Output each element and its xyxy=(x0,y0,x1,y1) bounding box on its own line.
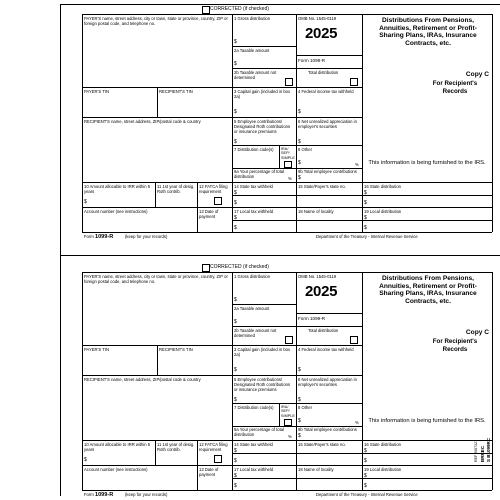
footer-form-label xyxy=(84,234,113,240)
rule xyxy=(82,272,492,273)
box10-label: 10 Amount allocable to IRR within 5 years xyxy=(84,442,151,452)
footer-keep: (keep for your records) xyxy=(125,234,168,239)
rule xyxy=(232,220,492,221)
rule xyxy=(82,182,492,183)
box16-label: 16 State distribution xyxy=(364,442,402,447)
box2b-label: 2b Taxable amount not determined xyxy=(234,328,277,338)
rule xyxy=(232,195,492,196)
box14-label: 14 State tax withheld xyxy=(234,184,273,189)
box17-label: 17 Local tax withheld xyxy=(234,209,274,214)
dollar-sign: $ xyxy=(298,109,301,115)
box6-label: 6 Net unrealized appreciation in employer's securities xyxy=(298,119,357,129)
dollar-sign: $ xyxy=(234,190,237,196)
box19-label: 19 Local distribution xyxy=(364,209,402,214)
box18-label: 18 Name of locality xyxy=(298,467,334,472)
dollar-sign: $ xyxy=(364,215,367,221)
dollar-sign: $ xyxy=(298,397,301,403)
copy-sublabel: For Recipient's Records xyxy=(432,80,478,95)
box13-label: 13 Date of payment xyxy=(199,467,219,477)
dollar-sign: $ xyxy=(298,433,301,439)
rule xyxy=(157,87,158,117)
copy-label: Copy C xyxy=(465,329,489,336)
box9a-label: 9a Your percentage of total distribution xyxy=(234,169,285,179)
perforation-line xyxy=(60,255,500,256)
rule xyxy=(362,272,363,440)
box16-label: 16 State distribution xyxy=(364,184,402,189)
dollar-sign: $ xyxy=(364,225,367,231)
total-distribution-checkbox[interactable] xyxy=(350,78,358,86)
rule xyxy=(82,232,492,233)
box13-label: 13 Date of payment xyxy=(199,209,219,219)
rule xyxy=(82,207,492,208)
dollar-sign: $ xyxy=(84,199,87,205)
footer-form-number: 1099-R xyxy=(94,234,114,240)
dollar-sign: $ xyxy=(364,448,367,454)
box12-label: 12 FATCA filing requirement xyxy=(199,442,228,452)
corrected-label: CORRECTED (if checked) xyxy=(210,6,269,12)
box8-label: 8 Other xyxy=(298,147,312,152)
dollar-sign: $ xyxy=(234,367,237,373)
payer-name-label: PAYER'S name, street address, city or town, state or province, country, ZIP or foreign postal code, and telephone no. xyxy=(84,274,228,284)
rule xyxy=(232,46,296,47)
box15-label: 15 State/Payer's state no. xyxy=(298,184,346,189)
recipient-name-label: RECIPIENT'S name, street address, ZIP/postal code & country xyxy=(84,377,201,382)
rule xyxy=(279,145,280,168)
rule xyxy=(296,313,362,314)
box3-label: 3 Capital gain (included in box 2a) xyxy=(234,89,291,99)
footer-department: Department of the Treasury - Internal Revenue Service xyxy=(316,492,418,497)
payer-name-label: PAYER'S name, street address, city or town, state or province, country, ZIP or foreign postal code, and telephone no. xyxy=(84,16,228,26)
rule xyxy=(82,87,362,88)
total-distribution-label: Total distribution xyxy=(308,70,339,75)
dollar-sign: $ xyxy=(234,473,237,479)
box17-label: 17 Local tax withheld xyxy=(234,467,274,472)
box11-label: 11 1st year of desig. Roth contrib. xyxy=(157,442,195,452)
dollar-sign: $ xyxy=(234,215,237,221)
dollar-sign: $ xyxy=(234,397,237,403)
rule xyxy=(82,117,362,118)
form-title: Distributions From Pensions, Annuities, Retirement or Profit-Sharing Plans, IRAs, Insurance Contracts, etc. xyxy=(379,275,477,305)
tax-year: 2025 xyxy=(305,25,338,42)
dollar-sign: $ xyxy=(298,367,301,373)
box14-label: 14 State tax withheld xyxy=(234,442,273,447)
dollar-sign: $ xyxy=(234,61,237,67)
form-copy-bottom xyxy=(0,258,500,500)
recipient-tin-label: RECIPIENT'S TIN xyxy=(159,89,193,94)
dollar-sign: $ xyxy=(234,297,237,303)
dollar-sign: $ xyxy=(298,139,301,145)
footer-keep: (keep for your records) xyxy=(125,492,168,497)
dollar-sign: $ xyxy=(234,39,237,45)
rule xyxy=(492,272,493,490)
dollar-sign: $ xyxy=(298,160,301,166)
rule xyxy=(232,68,362,69)
recipient-tin-label: RECIPIENT'S TIN xyxy=(159,347,193,352)
box10-label: 10 Amount allocable to IRR within 5 years xyxy=(84,184,151,194)
box9a-label: 9a Your percentage of total distribution xyxy=(234,427,285,437)
rule xyxy=(296,14,297,232)
box2a-label: 2a Taxable amount xyxy=(234,306,270,311)
dollar-sign: $ xyxy=(84,457,87,463)
rule xyxy=(82,440,492,441)
tax-year: 2025 xyxy=(305,283,338,300)
box19-label: 19 Local distribution xyxy=(364,467,402,472)
irs-info-text: This information is being furnished to the IRS. xyxy=(368,160,486,166)
box1-label: 1 Gross distribution xyxy=(234,16,271,21)
box5-label: 5 Employee contributions/ Designated Roth contributions or insurance premiums xyxy=(234,377,291,392)
dollar-sign: $ xyxy=(364,483,367,489)
rule xyxy=(232,403,362,404)
box15-label: 15 State/Payer's state no. xyxy=(298,442,346,447)
box2a-label: 2a Taxable amount xyxy=(234,48,270,53)
side-code: BRREC xyxy=(480,445,485,462)
payer-name-field[interactable] xyxy=(83,286,231,344)
rule xyxy=(492,14,493,232)
account-number-label: Account number (see instructions) xyxy=(84,467,148,472)
percent-sign: % xyxy=(288,176,292,181)
box2b-checkbox[interactable] xyxy=(285,336,293,344)
dollar-sign: $ xyxy=(234,225,237,231)
account-number-label: Account number (see instructions) xyxy=(84,209,148,214)
corrected-label: CORRECTED (if checked) xyxy=(210,264,269,270)
rule xyxy=(232,304,296,305)
percent-sign: % xyxy=(355,420,359,425)
ira-checkbox[interactable] xyxy=(284,161,292,168)
dollar-sign: $ xyxy=(298,175,301,181)
dollar-sign: $ xyxy=(234,458,237,464)
form-number: Form 1099-R xyxy=(298,58,326,63)
box8-label: 8 Other xyxy=(298,405,312,410)
box2b-checkbox[interactable] xyxy=(285,78,293,86)
footer-form-number: 1099-R xyxy=(94,492,114,498)
irs-info-text: This information is being furnished to the IRS. xyxy=(368,418,486,424)
payer-tin-label: PAYER'S TIN xyxy=(84,347,109,352)
fatca-checkbox[interactable] xyxy=(214,455,222,463)
box4-label: 4 Federal income tax withheld xyxy=(298,347,354,352)
dollar-sign: $ xyxy=(364,458,367,464)
rule xyxy=(232,145,362,146)
ira-sep-simple-label: IRA/ SEP/ SIMPLE xyxy=(281,405,295,418)
corrected-checkbox[interactable] xyxy=(202,6,210,14)
rule xyxy=(232,326,362,327)
footer-form-word: Form xyxy=(84,492,94,497)
omb-number: OMB No. 1545-0119 xyxy=(298,274,337,279)
copy-sublabel: For Recipient's Records xyxy=(432,338,478,353)
rule xyxy=(82,490,492,491)
box3-label: 3 Capital gain (included in box 2a) xyxy=(234,347,291,357)
copy-label: Copy C xyxy=(465,71,489,78)
box12-label: 12 FATCA filing requirement xyxy=(199,184,228,194)
box4-label: 4 Federal income tax withheld xyxy=(298,89,354,94)
side-ref: REF 2087327 xyxy=(474,439,478,462)
box7-label: 7 Distribution code(s) xyxy=(234,147,274,152)
rule xyxy=(155,440,156,465)
ira-checkbox[interactable] xyxy=(284,419,292,426)
dollar-sign: $ xyxy=(364,473,367,479)
dollar-sign: $ xyxy=(234,139,237,145)
percent-sign: % xyxy=(288,434,292,439)
form-title: Distributions From Pensions, Annuities, Retirement or Profit-Sharing Plans, IRAs, Insurance Contracts, etc. xyxy=(379,17,477,47)
rule xyxy=(232,478,492,479)
rule xyxy=(155,182,156,207)
footer-form-label xyxy=(84,492,113,498)
dollar-sign: $ xyxy=(234,200,237,206)
dollar-sign: $ xyxy=(234,448,237,454)
box9b-label: 9b Total employee contributions xyxy=(298,169,357,174)
rule xyxy=(296,272,297,490)
total-distribution-checkbox[interactable] xyxy=(350,336,358,344)
box9b-label: 9b Total employee contributions xyxy=(298,427,357,432)
dollar-sign: $ xyxy=(298,418,301,424)
rule xyxy=(362,14,363,182)
box11-label: 11 1st year of desig. Roth contrib. xyxy=(157,184,195,194)
form-number: Form 1099-R xyxy=(298,316,326,321)
rule xyxy=(296,55,362,56)
box1-label: 1 Gross distribution xyxy=(234,274,271,279)
fatca-checkbox[interactable] xyxy=(214,197,222,205)
rule xyxy=(232,453,492,454)
rule xyxy=(157,345,158,375)
payer-tin-label: PAYER'S TIN xyxy=(84,89,109,94)
box5-label: 5 Employee contributions/ Designated Roth contributions or insurance premiums xyxy=(234,119,291,134)
corrected-checkbox[interactable] xyxy=(202,264,210,272)
dollar-sign: $ xyxy=(364,190,367,196)
footer-form-word: Form xyxy=(84,234,94,239)
percent-sign: % xyxy=(355,162,359,167)
footer-department: Department of the Treasury - Internal Revenue Service xyxy=(316,234,418,239)
box6-label: 6 Net unrealized appreciation in employer's securities xyxy=(298,377,357,387)
rule xyxy=(82,465,492,466)
payer-name-field[interactable] xyxy=(83,28,231,86)
total-distribution-label: Total distribution xyxy=(308,328,339,333)
dollar-sign: $ xyxy=(234,109,237,115)
dollar-sign: $ xyxy=(234,319,237,325)
omb-number: OMB No. 1545-0119 xyxy=(298,16,337,21)
rule xyxy=(82,375,362,376)
rule xyxy=(82,14,492,15)
box18-label: 18 Name of locality xyxy=(298,209,334,214)
side-number: S B1099RC xyxy=(486,437,491,462)
rule xyxy=(279,403,280,426)
box2b-label: 2b Taxable amount not determined xyxy=(234,70,277,80)
recipient-name-label: RECIPIENT'S name, street address, ZIP/postal code & country xyxy=(84,119,201,124)
ira-sep-simple-label: IRA/ SEP/ SIMPLE xyxy=(281,147,295,160)
rule xyxy=(82,345,362,346)
box7-label: 7 Distribution code(s) xyxy=(234,405,274,410)
dollar-sign: $ xyxy=(234,483,237,489)
dollar-sign: $ xyxy=(364,200,367,206)
